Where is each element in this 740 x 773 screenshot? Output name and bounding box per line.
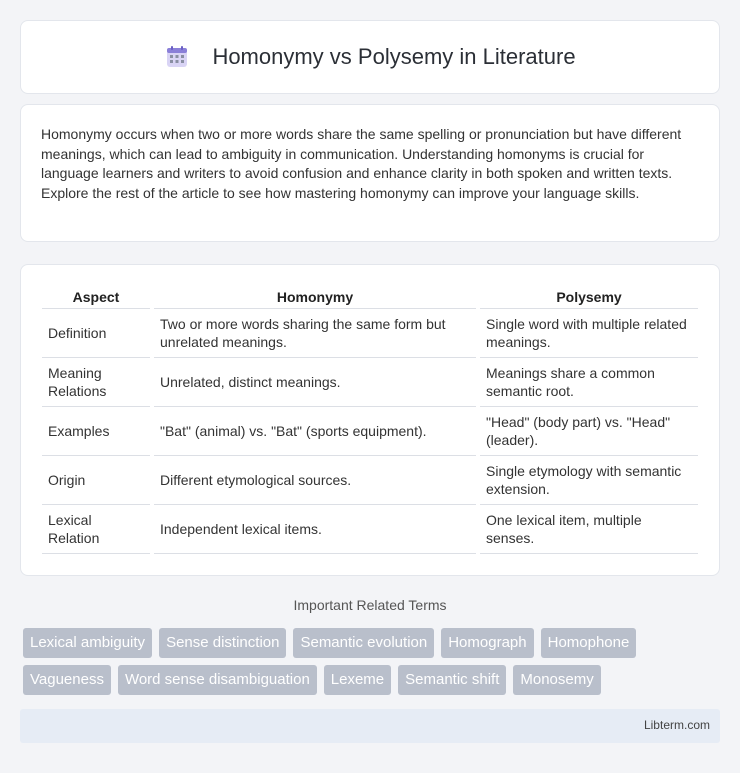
table-cell: Unrelated, distinct meanings. <box>154 358 476 407</box>
intro-card <box>20 104 720 242</box>
tag-lexeme[interactable]: Lexeme <box>324 665 391 695</box>
table-cell: Meanings share a common semantic root. <box>480 358 698 407</box>
table-cell: "Head" (body part) vs. "Head" (leader). <box>480 407 698 456</box>
header-aspect: Aspect <box>42 283 150 309</box>
table-row <box>42 309 698 358</box>
header-card <box>20 20 720 94</box>
table-cell: Single etymology with semantic extension. <box>480 456 698 505</box>
tag-monosemy[interactable]: Monosemy <box>513 665 600 695</box>
related-terms-list <box>23 628 723 695</box>
tag-homophone[interactable]: Homophone <box>541 628 637 658</box>
table-cell: Different etymological sources. <box>154 456 476 505</box>
table-row <box>42 456 698 505</box>
tag-vagueness[interactable]: Vagueness <box>23 665 111 695</box>
page-title: Homonymy vs Polysemy in Literature <box>212 44 576 69</box>
table-cell: Examples <box>42 407 150 456</box>
header-homonymy: Homonymy <box>154 283 476 309</box>
tag-semantic-evolution[interactable]: Semantic evolution <box>293 628 434 658</box>
table-header-row <box>42 283 698 309</box>
table-cell: One lexical item, multiple senses. <box>480 505 698 554</box>
tag-sense-distinction[interactable]: Sense distinction <box>159 628 286 658</box>
comparison-table <box>38 283 702 554</box>
tag-lexical-ambiguity[interactable]: Lexical ambiguity <box>23 628 152 658</box>
table-cell: Single word with multiple related meanings. <box>480 309 698 358</box>
table-cell: Two or more words sharing the same form but unrelated meanings. <box>154 309 476 358</box>
comparison-table-card <box>20 264 720 576</box>
related-terms-title: Important Related Terms <box>293 597 447 613</box>
table-cell: Meaning Relations <box>42 358 150 407</box>
tag-semantic-shift[interactable]: Semantic shift <box>398 665 506 695</box>
header-polysemy: Polysemy <box>480 283 698 309</box>
table-row <box>42 358 698 407</box>
table-row <box>42 407 698 456</box>
table-cell: Independent lexical items. <box>154 505 476 554</box>
tag-word-sense-disambiguation[interactable]: Word sense disambiguation <box>118 665 317 695</box>
table-cell: Definition <box>42 309 150 358</box>
calendar-grid-icon <box>164 44 190 70</box>
tag-homograph[interactable]: Homograph <box>441 628 533 658</box>
footer <box>20 709 720 743</box>
table-cell: Lexical Relation <box>42 505 150 554</box>
table-row <box>42 505 698 554</box>
table-cell: Origin <box>42 456 150 505</box>
table-cell: "Bat" (animal) vs. "Bat" (sports equipment). <box>154 407 476 456</box>
footer-site-link[interactable]: Libterm.com <box>643 718 710 732</box>
intro-text: Homonymy occurs when two or more words share the same spelling or pronunciation but have different meanings, which can lead to ambiguity in communication. Understanding homonyms is crucial for language learners and writers to avoid confusion and enhance clarity in both spoken and written texts. Explore the rest of the article to see how mastering homonymy can improve your language skills. <box>41 126 682 201</box>
